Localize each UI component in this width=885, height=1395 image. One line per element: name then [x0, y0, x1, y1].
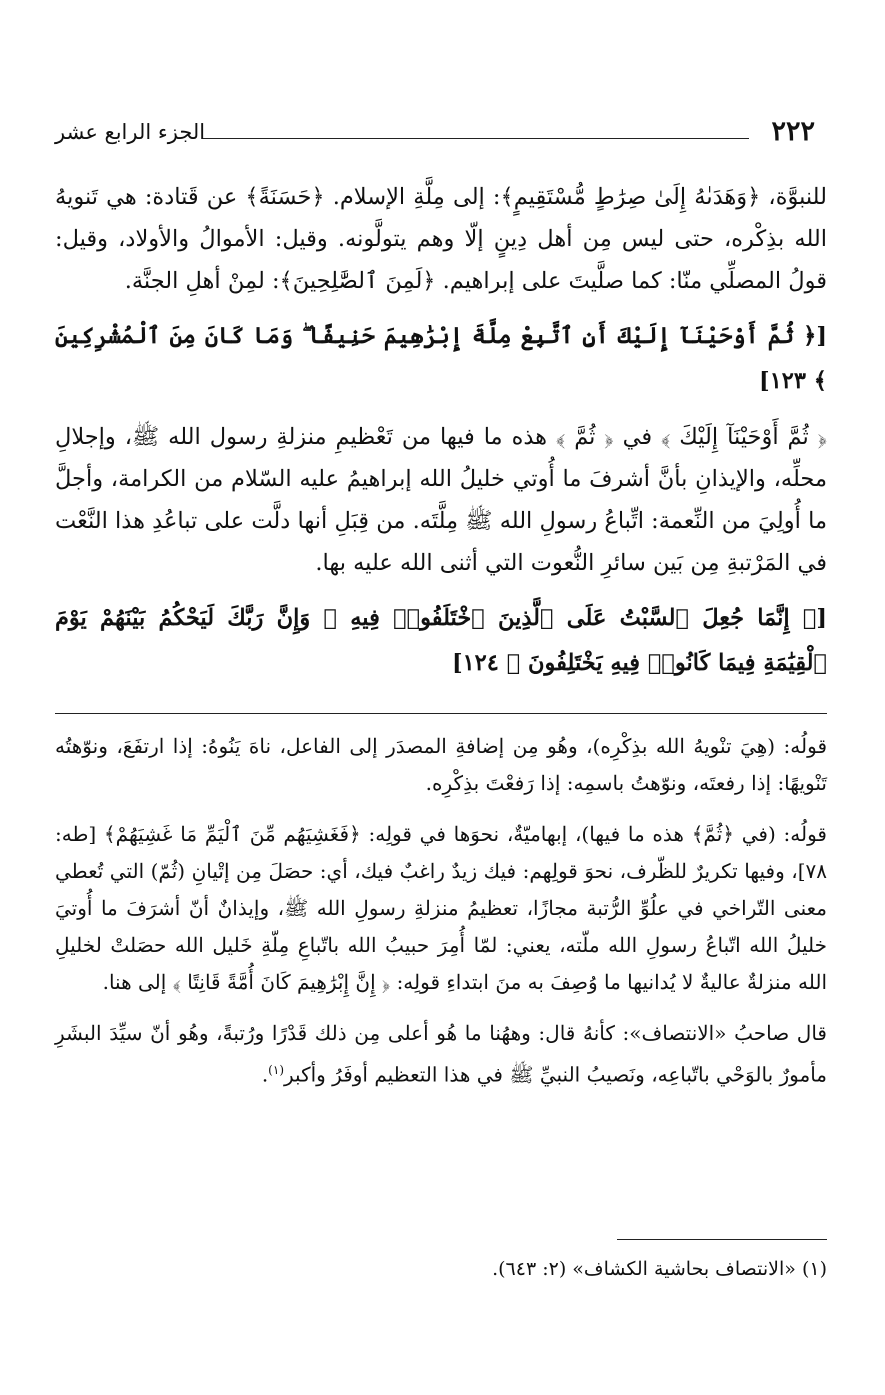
main-text — [55, 176, 827, 686]
footnote-divider — [617, 1239, 827, 1240]
gloss-note-1: قولُه: (هِيَ تنْويهُ الله بذِكْرِه)، وهُو مِن إضافةِ المصدَر إلى الفاعل، ناهَ يَنُوهُ: إذا ارتفَعَ، ونوّهتُه تَنْويهًا: إذا رفعتَه، ونوّهتُ باسمِه: إذا رَفعْتَ بذِكْرِه. — [55, 734, 828, 795]
gloss-note-3-text: قال صاحبُ «الانتصاف»: كأنهُ قال: وههُنا ما هُو أعلى مِن ذلك قَدْرًا ورُتبةً، وهُو أنّ سيِّدَ البشَرِ مأمورٌ بالوَحْي باتّباعِه، ونَصيبُ النبيِّ ﷺ في هذا التعظيم أوفَرُ وأكبر — [55, 1021, 827, 1087]
gloss-notes — [55, 728, 827, 1094]
footnote-ref: (١) — [268, 1063, 284, 1077]
commentary-paragraph-1: للنبوَّة، ﴿وَهَدَىٰهُ إِلَىٰ صِرَٰطٍ مُّسْتَقِيمٍ﴾: إلى مِلَّةِ الإسلام. ﴿حَسَنَةً﴾ عن قَتادة: هي تَنويهُ الله بذِكْره، حتى ليس مِن أهل دِينٍ إلّا وهم يتولَّونه. وقيل: الأموالُ والأولاد، وقيل: قولُ المصلِّي منّا: كما صلَّيتَ على إبراهيم. ﴿لَمِنَ ٱلصَّٰلِحِينَ﴾: لمِنْ أهلِ الجنَّة. — [55, 184, 827, 294]
footnote: (١) «الانتصاف بحاشية الكشاف» (٢: ٦٤٣). — [492, 1258, 827, 1280]
section-divider — [55, 713, 827, 714]
verse-123: [﴿ ثُمَّ أَوْحَيْنَآ إِلَيْكَ أَنِ ٱتَّبِعْ مِلَّةَ إِبْرَٰهِيمَ حَنِيفًا ۖ وَمَا كَانَ مِنَ ٱلْمُشْرِكِينَ ﴾ ١٢٣] — [55, 323, 827, 394]
running-title: الجزء الرابع عشر — [55, 120, 206, 144]
page-header — [55, 116, 815, 156]
verse-124: [﴿ إِنَّمَا جُعِلَ ٱلسَّبْتُ عَلَى ٱلَّذِينَ ٱخْتَلَفُوا۟ فِيهِ ۚ وَإِنَّ رَبَّكَ لَيَحْكُمُ بَيْنَهُمْ يَوْمَ ٱلْقِيَٰمَةِ فِيمَا كَانُوا۟ فِيهِ يَخْتَلِفُونَ ﴾ ١٢٤] — [55, 605, 827, 676]
page-number: ٢٢٢ — [771, 116, 815, 147]
gloss-note-3: قال صاحبُ «الانتصاف»: كأنهُ قال: وههُنا ما هُو أعلى مِن ذلك قَدْرًا ورُتبةً، وهُو أنّ سيِّدَ البشَرِ مأمورٌ بالوَحْي باتّباعِه، ونَصيبُ النبيِّ ﷺ في هذا التعظيم أوفَرُ وأكبر$^{(١)}$. — [55, 1021, 827, 1087]
header-rule — [203, 138, 749, 139]
commentary-paragraph-2: ﴿ ثُمَّ أَوْحَيْنَآ إِلَيْكَ ﴾ في ﴿ ثُمَّ ﴾ هذه ما فيها من تَعْظيمِ منزلةِ رسول الله ﷺ، وإجلالِ محلِّه، والإيذانِ بأنَّ أشرفَ ما أُوتي خليلُ الله إبراهيمُ عليه السّلام من الكرامة، وأجلَّ ما أُولِيَ من النِّعمة: اتِّباعُ رسولِ الله ﷺ مِلَّتَه. من قِبَلِ أنها دلَّت على تباعُدِ هذا النَّعْت في المَرْتبةِ مِن بَين سائرِ النُّعوت التي أثنى الله عليه بها. — [55, 424, 827, 576]
gloss-note-2: قولُه: (في ﴿ثُمَّ﴾ هذه ما فيها)، إبهاميّةٌ، نحوَها في قولِه: ﴿فَغَشِيَهُم مِّنَ ٱلْيَمِّ مَا غَشِيَهُمْ﴾ [طه: ٧٨]، وفيها تكريرٌ للظّرف، نحوَ قولِهم: فيك زيدٌ راغبٌ فيك، أي: حصَلَ مِن إتْيانِ (ثُمّ) التي تُعطي معنى التّراخي في علُوِّ الرُّتبة مجازًا، تعظيمُ منزلةِ رسولِ الله ﷺ، وإيذانٌ أنّ أشرَفَ ما أُوتيَ خليلُ الله اتّباعُ رسولِ الله ملّته، يعني: لمّا أُمِرَ حبيبُ الله باتّباعِ مِلّةِ خَليل الله حصَلتْ لخليلِ الله منزلةٌ عاليةٌ لا يُدانيها ما وُصِفَ به منَ ابتداءِ قولِه: ﴿ إِنَّ إِبْرَٰهِيمَ كَانَ أُمَّةً قَانِتًا ﴾ إلى هنا. — [55, 822, 827, 994]
